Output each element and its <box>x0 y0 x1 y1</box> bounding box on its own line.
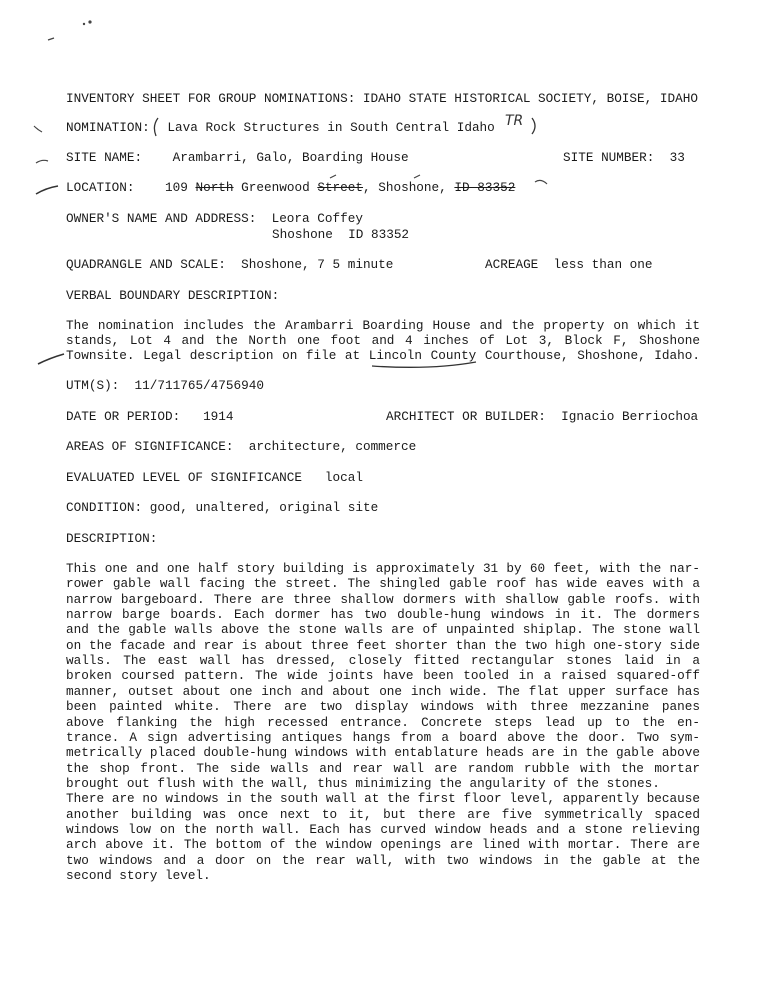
description-line: above flanking the high recessed entrance. Concrete steps lead up to the en- <box>66 714 700 730</box>
description-line: another building was once next to it, but there are five symmetrically spaced <box>66 806 700 822</box>
description-line: There are no windows in the south wall at the first floor level, apparently because <box>66 791 700 807</box>
location-number: 109 <box>165 180 188 195</box>
quad-row <box>66 257 393 272</box>
architect-value: Ignacio Berriochoa <box>561 409 699 424</box>
description-line: and the gable walls above the stone walls are of unpainted shiplap. The stone wall <box>66 622 700 638</box>
description-line: two windows and a door on the rear wall, with two windows in the gable at the <box>66 852 700 868</box>
quad-label: QUADRANGLE AND SCALE: <box>66 257 226 272</box>
date-row <box>66 409 234 424</box>
location-row <box>66 180 515 195</box>
location-city: , Shoshone, <box>363 180 447 195</box>
condition-row <box>66 500 378 515</box>
description-line: trance. A sign advertising antiques hangs from a board above the door. Two sym- <box>66 729 700 745</box>
utm-label: UTM(S): <box>66 378 120 393</box>
description-line: narrow barge boards. Each dormer has two double-hung windows in it. The dormers <box>66 607 700 623</box>
site-number-row <box>563 150 685 165</box>
boundary-label: VERBAL BOUNDARY DESCRIPTION: <box>66 288 280 303</box>
site-name-value: Arambarri, Galo, Boarding House <box>172 150 409 165</box>
date-value: 1914 <box>203 409 234 424</box>
description-line: on the facade and rear is about three feet shorter than the two high one-story side <box>66 637 700 653</box>
owner-line2: Shoshone ID 83352 <box>272 227 410 242</box>
owner-row <box>66 211 363 226</box>
boundary-line-2: stands, Lot 4 and the North one foot and 4 inches of Lot 3, Block F, Shoshone <box>66 333 700 348</box>
description-line: been painted white. There are two display windows with three mezzanine panes <box>66 699 700 715</box>
description-line: rower gable wall facing the street. The shingled gable roof has wide eaves with a <box>66 576 700 592</box>
utm-value: 11/711765/4756940 <box>134 378 264 393</box>
description-line: second story level. <box>66 868 211 883</box>
description-line: metrically placed double-hung windows with entablature heads are in the gable above <box>66 745 700 761</box>
location-label: LOCATION: <box>66 180 135 195</box>
location-struck-zip: ID 83352 <box>454 180 516 195</box>
site-number-value: 33 <box>669 150 685 165</box>
acreage-row <box>485 257 653 272</box>
description-line: narrow bargeboard. There are three shallow dormers with shallow gable roofs. with <box>66 591 700 607</box>
description-line: manner, outset about one inch and about one inch wide. The flat upper surface has <box>66 683 700 699</box>
boundary-line-3 <box>66 348 700 363</box>
architect-label: ARCHITECT OR BUILDER: <box>386 409 546 424</box>
nomination-value: Lava Rock Structures in South Central Idaho <box>167 120 495 135</box>
owner-label: OWNER'S NAME AND ADDRESS: <box>66 211 257 226</box>
level-row <box>66 470 363 485</box>
architect-row <box>386 409 698 424</box>
areas-label: AREAS OF SIGNIFICANCE: <box>66 439 234 454</box>
description-label: DESCRIPTION: <box>66 531 158 546</box>
description-line: windows low on the north wall. Each has curved window heads and a stone relieving <box>66 821 700 837</box>
site-name-label: SITE NAME: <box>66 150 143 165</box>
site-number-label: SITE NUMBER: <box>563 150 655 165</box>
description-line: brought out flush with the wall, thus minimizing the angularity of the stones. <box>66 775 660 791</box>
quad-value: Shoshone, 7 5 minute <box>241 257 394 272</box>
description-line: walls. The east wall has dressed, closely fitted rectangular stones laid in a <box>66 653 700 669</box>
form-header: INVENTORY SHEET FOR GROUP NOMINATIONS: IDAHO STATE HISTORICAL SOCIETY, BOISE, IDAHO <box>66 91 698 106</box>
boundary-line-3a: Townsite. Legal description on file at <box>66 348 369 363</box>
utm-row <box>66 378 264 393</box>
nomination-label: NOMINATION: <box>66 120 150 135</box>
acreage-value: less than one <box>553 257 653 272</box>
description-line: the shop front. The side walls and rear wall are random rubble with the mortar <box>66 760 700 776</box>
nomination-row <box>66 120 495 135</box>
boundary-county: Lincoln County <box>368 348 477 363</box>
condition-value: good, unaltered, original site <box>149 500 379 515</box>
areas-value: architecture, commerce <box>248 439 417 454</box>
condition-label: CONDITION: <box>66 500 143 515</box>
description-line: arch above it. The bottom of the window openings are lined with mortar. There are <box>66 837 700 853</box>
description-line: This one and one half story building is approximately 31 by 60 feet, with the nar- <box>66 561 700 576</box>
location-struck-street: Street <box>317 180 364 195</box>
boundary-line-3c: Courthouse, Shoshone, Idaho. <box>476 348 700 363</box>
location-struck-north: North <box>195 180 234 195</box>
areas-row <box>66 439 416 454</box>
level-value: local <box>324 470 363 485</box>
date-label: DATE OR PERIOD: <box>66 409 181 424</box>
acreage-label: ACREAGE <box>485 257 539 272</box>
site-name-row <box>66 150 409 165</box>
boundary-line-1: The nomination includes the Arambarri Boarding House and the property on which it <box>66 318 700 333</box>
handwritten-tr: TR <box>505 113 524 129</box>
level-label: EVALUATED LEVEL OF SIGNIFICANCE <box>66 470 303 485</box>
location-street: Greenwood <box>241 180 310 195</box>
owner-line1: Leora Coffey <box>271 211 363 226</box>
description-line: broken coursed pattern. The wide joints have been tooled in a raised squared-off <box>66 668 700 684</box>
